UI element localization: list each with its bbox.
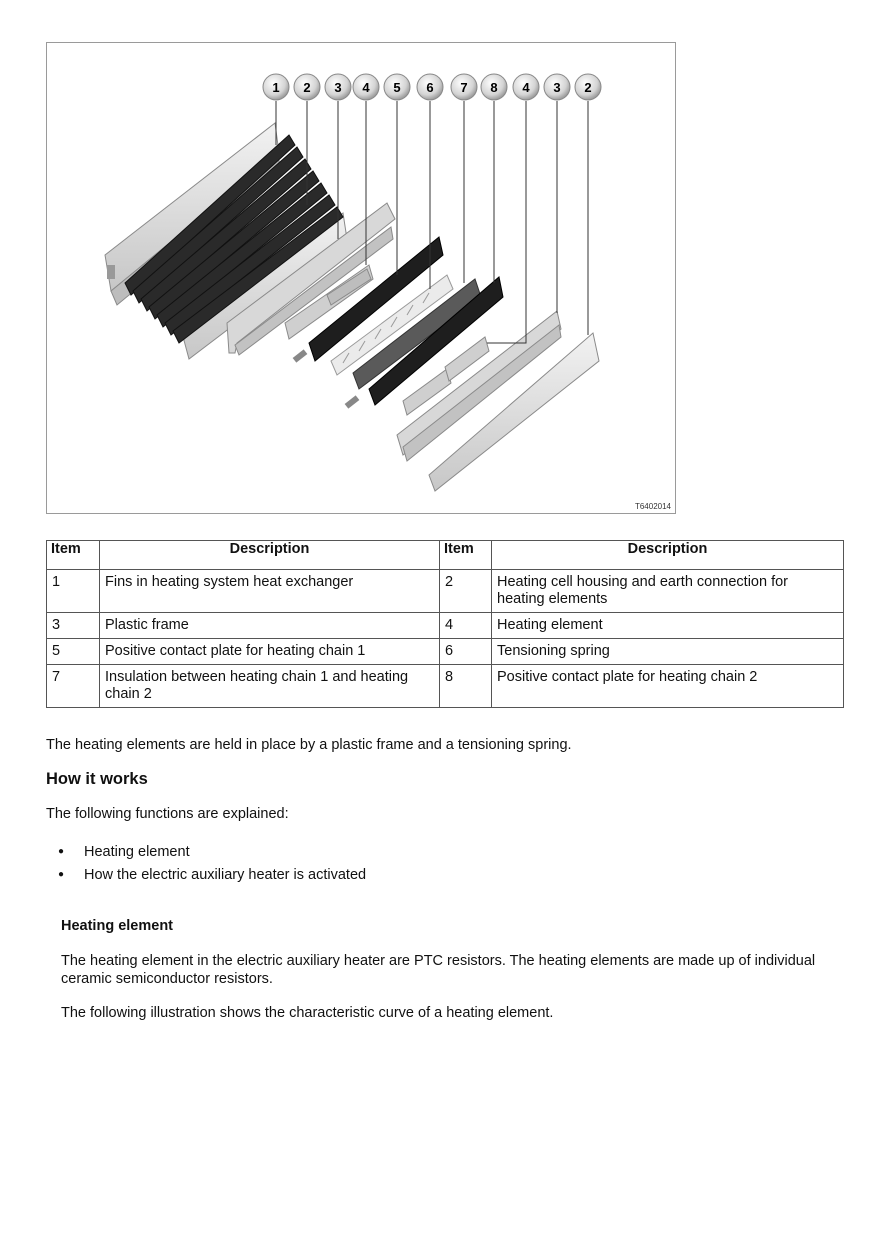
item-description: Insulation between heating chain 1 and heating chain 2 bbox=[100, 665, 440, 708]
heating-element-description: The heating element in the electric auxiliary heater are PTC resistors. The heating elements are made up of individual ceramic semiconductor resistors. bbox=[61, 953, 816, 987]
item-description: Positive contact plate for heating chain 2 bbox=[492, 665, 844, 708]
heater-exploded-illustration bbox=[47, 43, 675, 513]
bullet-icon: ● bbox=[58, 846, 65, 857]
item-number: 8 bbox=[440, 665, 492, 708]
table-row bbox=[47, 613, 844, 639]
item-number: 2 bbox=[440, 570, 492, 613]
figure-code: T6402014 bbox=[634, 502, 671, 511]
item-number: 7 bbox=[47, 665, 100, 708]
bullet-icon: ● bbox=[58, 869, 65, 880]
svg-text:1: 1 bbox=[272, 80, 280, 95]
callout-1 bbox=[263, 74, 289, 100]
item-number: 4 bbox=[440, 613, 492, 639]
item-description: Plastic frame bbox=[100, 613, 440, 639]
svg-text:4: 4 bbox=[362, 80, 370, 95]
svg-text:2: 2 bbox=[303, 80, 311, 95]
header-description: Description bbox=[100, 541, 440, 570]
item-description: Tensioning spring bbox=[492, 639, 844, 665]
svg-text:3: 3 bbox=[334, 80, 342, 95]
svg-text:8: 8 bbox=[490, 80, 498, 95]
list-item-label: Heating element bbox=[84, 843, 190, 860]
svg-text:7: 7 bbox=[460, 80, 468, 95]
illustration-intro: The following illustration shows the characteristic curve of a heating element. bbox=[61, 1005, 554, 1021]
heating-element-heading: Heating element bbox=[61, 918, 173, 934]
item-description: Fins in heating system heat exchanger bbox=[100, 570, 440, 613]
table-header-row bbox=[47, 541, 844, 570]
table-row bbox=[47, 570, 844, 613]
callout-8 bbox=[481, 74, 507, 100]
svg-text:6: 6 bbox=[426, 80, 434, 95]
callout-3b bbox=[544, 74, 570, 100]
item-number: 5 bbox=[47, 639, 100, 665]
callout-4 bbox=[353, 74, 379, 100]
how-it-works-heading: How it works bbox=[46, 770, 148, 788]
callout-5 bbox=[384, 74, 410, 100]
frame-note: The heating elements are held in place by a plastic frame and a tensioning spring. bbox=[46, 737, 572, 753]
callout-7 bbox=[451, 74, 477, 100]
header-description-2: Description bbox=[492, 541, 844, 570]
callout-bubbles bbox=[263, 74, 601, 100]
callout-2b bbox=[575, 74, 601, 100]
callout-6 bbox=[417, 74, 443, 100]
table-row bbox=[47, 639, 844, 665]
callout-2 bbox=[294, 74, 320, 100]
item-number: 6 bbox=[440, 639, 492, 665]
table-row bbox=[47, 665, 844, 708]
list-item bbox=[58, 863, 366, 886]
item-number: 3 bbox=[47, 613, 100, 639]
items-table bbox=[46, 540, 844, 708]
header-item: Item bbox=[47, 541, 100, 570]
functions-list bbox=[58, 840, 366, 886]
svg-text:3: 3 bbox=[553, 80, 561, 95]
exploded-view-figure bbox=[46, 42, 676, 514]
header-item-2: Item bbox=[440, 541, 492, 570]
functions-intro: The following functions are explained: bbox=[46, 806, 289, 822]
list-item-label: How the electric auxiliary heater is activated bbox=[84, 866, 367, 883]
list-item bbox=[58, 840, 366, 863]
item-description: Positive contact plate for heating chain 1 bbox=[100, 639, 440, 665]
item-description: Heating element bbox=[492, 613, 844, 639]
svg-text:2: 2 bbox=[584, 80, 592, 95]
item-description: Heating cell housing and earth connection for heating elements bbox=[492, 570, 844, 613]
callout-3 bbox=[325, 74, 351, 100]
item-number: 1 bbox=[47, 570, 100, 613]
svg-text:5: 5 bbox=[393, 80, 401, 95]
svg-text:4: 4 bbox=[522, 80, 530, 95]
callout-4b bbox=[513, 74, 539, 100]
